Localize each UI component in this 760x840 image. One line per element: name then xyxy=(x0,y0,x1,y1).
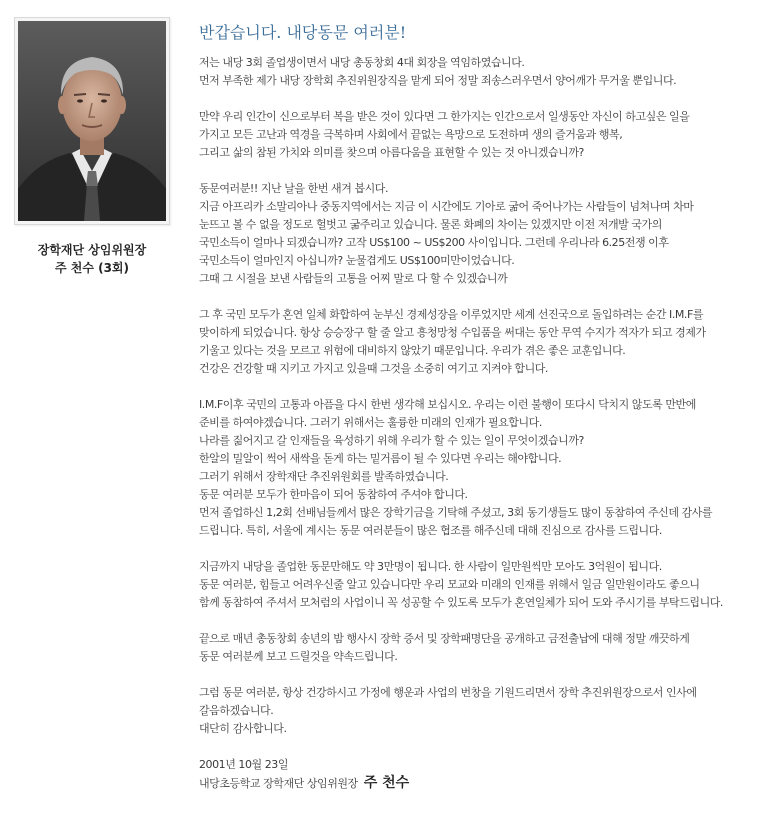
letter-body xyxy=(199,22,755,811)
text-line: 지금 아프리카 소말리아나 중동지역에서는 지금 이 시간에도 기아로 굶어 죽어나가는 사람들이 넘쳐나며 차마 xyxy=(199,200,694,213)
text-line: 갈음하겠습니다. xyxy=(199,704,274,717)
text-line: 국민소득이 얼마인지 아십니까? 눈물겹게도 US$100미만이었습니다. xyxy=(199,254,515,267)
paragraph-1 xyxy=(199,54,755,90)
paragraph-5 xyxy=(199,396,755,540)
caption-title: 장학재단 상임위원장 xyxy=(37,243,147,257)
text-line: 동문 여러분 모두가 한마음이 되어 동참하여 주셔야 합니다. xyxy=(199,488,468,501)
paragraph-2 xyxy=(199,108,755,162)
signature-affiliation: 내당초등학교 장학재단 상임위원장 xyxy=(199,777,358,790)
portrait-caption xyxy=(12,241,172,277)
text-line: 만약 우리 인간이 신으로부터 복을 받은 것이 있다면 그 한가지는 인간으로서 일생동안 자신이 하고싶은 일을 xyxy=(199,110,690,123)
text-line: 그러기 위해서 장학재단 추진위원회를 발족하였습니다. xyxy=(199,470,449,483)
text-line: 가지고 모든 고난과 역경을 극복하며 사회에서 끝없는 욕망으로 도전하며 생의 즐거움과 행복, xyxy=(199,128,623,141)
caption-name: 주 천수 (3회) xyxy=(54,261,130,275)
text-line: 한알의 밀알이 썩어 새싹을 돋게 하는 밑거름이 될 수 있다면 우리는 해야합니다. xyxy=(199,452,562,465)
text-line: 기울고 있다는 것을 모르고 위험에 대비하지 않았기 때문입니다. 우리가 겪은 좋은 교훈입니다. xyxy=(199,344,626,357)
text-line: 함께 동참하여 주셔서 모처럼의 사업이니 꼭 성공할 수 있도록 모두가 혼연일체가 되어 도와 주시기를 부탁드립니다. xyxy=(199,596,723,609)
portrait-photo-frame xyxy=(14,17,170,225)
text-line: 저는 내당 3회 졸업생이면서 내당 총동창회 4대 회장을 역임하였습니다. xyxy=(199,56,525,69)
text-line: 동문 여러분께 보고 드릴것을 약속드립니다. xyxy=(199,650,398,663)
portrait-photo xyxy=(18,21,166,221)
paragraph-6 xyxy=(199,558,755,612)
text-line: 그럼 동문 여러분, 항상 건강하시고 가정에 행운과 사업의 번창을 기원드리면서 장학 추진위원장으로서 인사에 xyxy=(199,686,697,699)
text-line: 준비를 하여야겠습니다. 그러기 위해서는 훌륭한 미래의 인재가 필요합니다. xyxy=(199,416,542,429)
text-line: 먼저 졸업하신 1,2회 선배님들께서 많은 장학기금을 기탁해 주셨고, 3회 동기생들도 많이 동참하여 주신데 감사를 xyxy=(199,506,713,519)
paragraph-8 xyxy=(199,684,755,738)
signature-date: 2001년 10월 23일 xyxy=(199,758,289,771)
text-line: 지금까지 내당을 졸업한 동문만해도 약 3만명이 됩니다. 한 사람이 일만원씩만 모아도 3억원이 됩니다. xyxy=(199,560,662,573)
signature-name: 주 천수 xyxy=(363,775,410,791)
text-line: 드립니다. 특히, 서울에 계시는 동문 여러분들이 많은 협조를 해주신데 대해 진심으로 감사를 드립니다. xyxy=(199,524,662,537)
text-line: 나라를 짊어지고 갈 인재들을 육성하기 위해 우리가 할 수 있는 일이 무엇이겠습니까? xyxy=(199,434,584,447)
paragraph-3 xyxy=(199,180,755,288)
text-line: 국민소득이 얼마나 되겠습니까? 고작 US$100 ~ US$200 사이입니다. 그런데 우리나라 6.25전쟁 이후 xyxy=(199,236,669,249)
text-line: 대단히 감사합니다. xyxy=(199,722,287,735)
text-line: 동문 여러분, 힘들고 어려우신줄 알고 있습니다만 우리 모교와 미래의 인재를 위해서 일금 일만원이라도 좋으니 xyxy=(199,578,700,591)
text-line: 눈뜨고 볼 수 없을 정도로 헐벗고 굶주리고 있습니다. 물론 화폐의 차이는 있겠지만 이전 저개발 국가의 xyxy=(199,218,662,231)
text-line: I.M.F이후 국민의 고통과 아픔을 다시 한번 생각해 보십시오. 우리는 이런 불행이 또다시 닥치지 않도록 만반에 xyxy=(199,398,696,411)
text-line: 그리고 삶의 참된 가치와 의미를 찾으며 아름다움을 표현할 수 있는 것 아니겠습니까? xyxy=(199,146,584,159)
text-line: 동문여러분!! 지난 날을 한번 새겨 봅시다. xyxy=(199,182,389,195)
signature-line xyxy=(199,774,755,793)
paragraph-4 xyxy=(199,306,755,378)
signature-block xyxy=(199,756,755,793)
text-line: 건강은 건강할 때 지키고 가지고 있을때 그것을 소중히 여기고 지켜야 합니다. xyxy=(199,362,548,375)
text-line: 끝으로 매년 총동창회 송년의 밤 행사시 장학 증서 및 장학패명단을 공개하고 금전출납에 대해 정말 깨끗하게 xyxy=(199,632,690,645)
text-line: 그때 그 시절을 보낸 사람들의 고통을 어찌 말로 다 할 수 있겠습니까 xyxy=(199,272,508,285)
text-line: 그 후 국민 모두가 혼연 일체 화합하여 눈부신 경제성장을 이루었지만 세계 선진국으로 돌입하려는 순간 I.M.F를 xyxy=(199,308,704,321)
portrait-column xyxy=(12,17,172,277)
text-line: 맞이하게 되었습니다. 항상 승승장구 할 줄 알고 흥청망청 수입품을 써대는 동안 무역 수지가 적자가 되고 경제가 xyxy=(199,326,706,339)
greeting-heading: 반갑습니다. 내당동문 여러분! xyxy=(199,23,407,42)
paragraph-7 xyxy=(199,630,755,666)
text-line: 먼저 부족한 제가 내당 장학회 추진위원장직을 맡게 되어 정말 죄송스러우면서 양어깨가 무거울 뿐입니다. xyxy=(199,74,677,87)
